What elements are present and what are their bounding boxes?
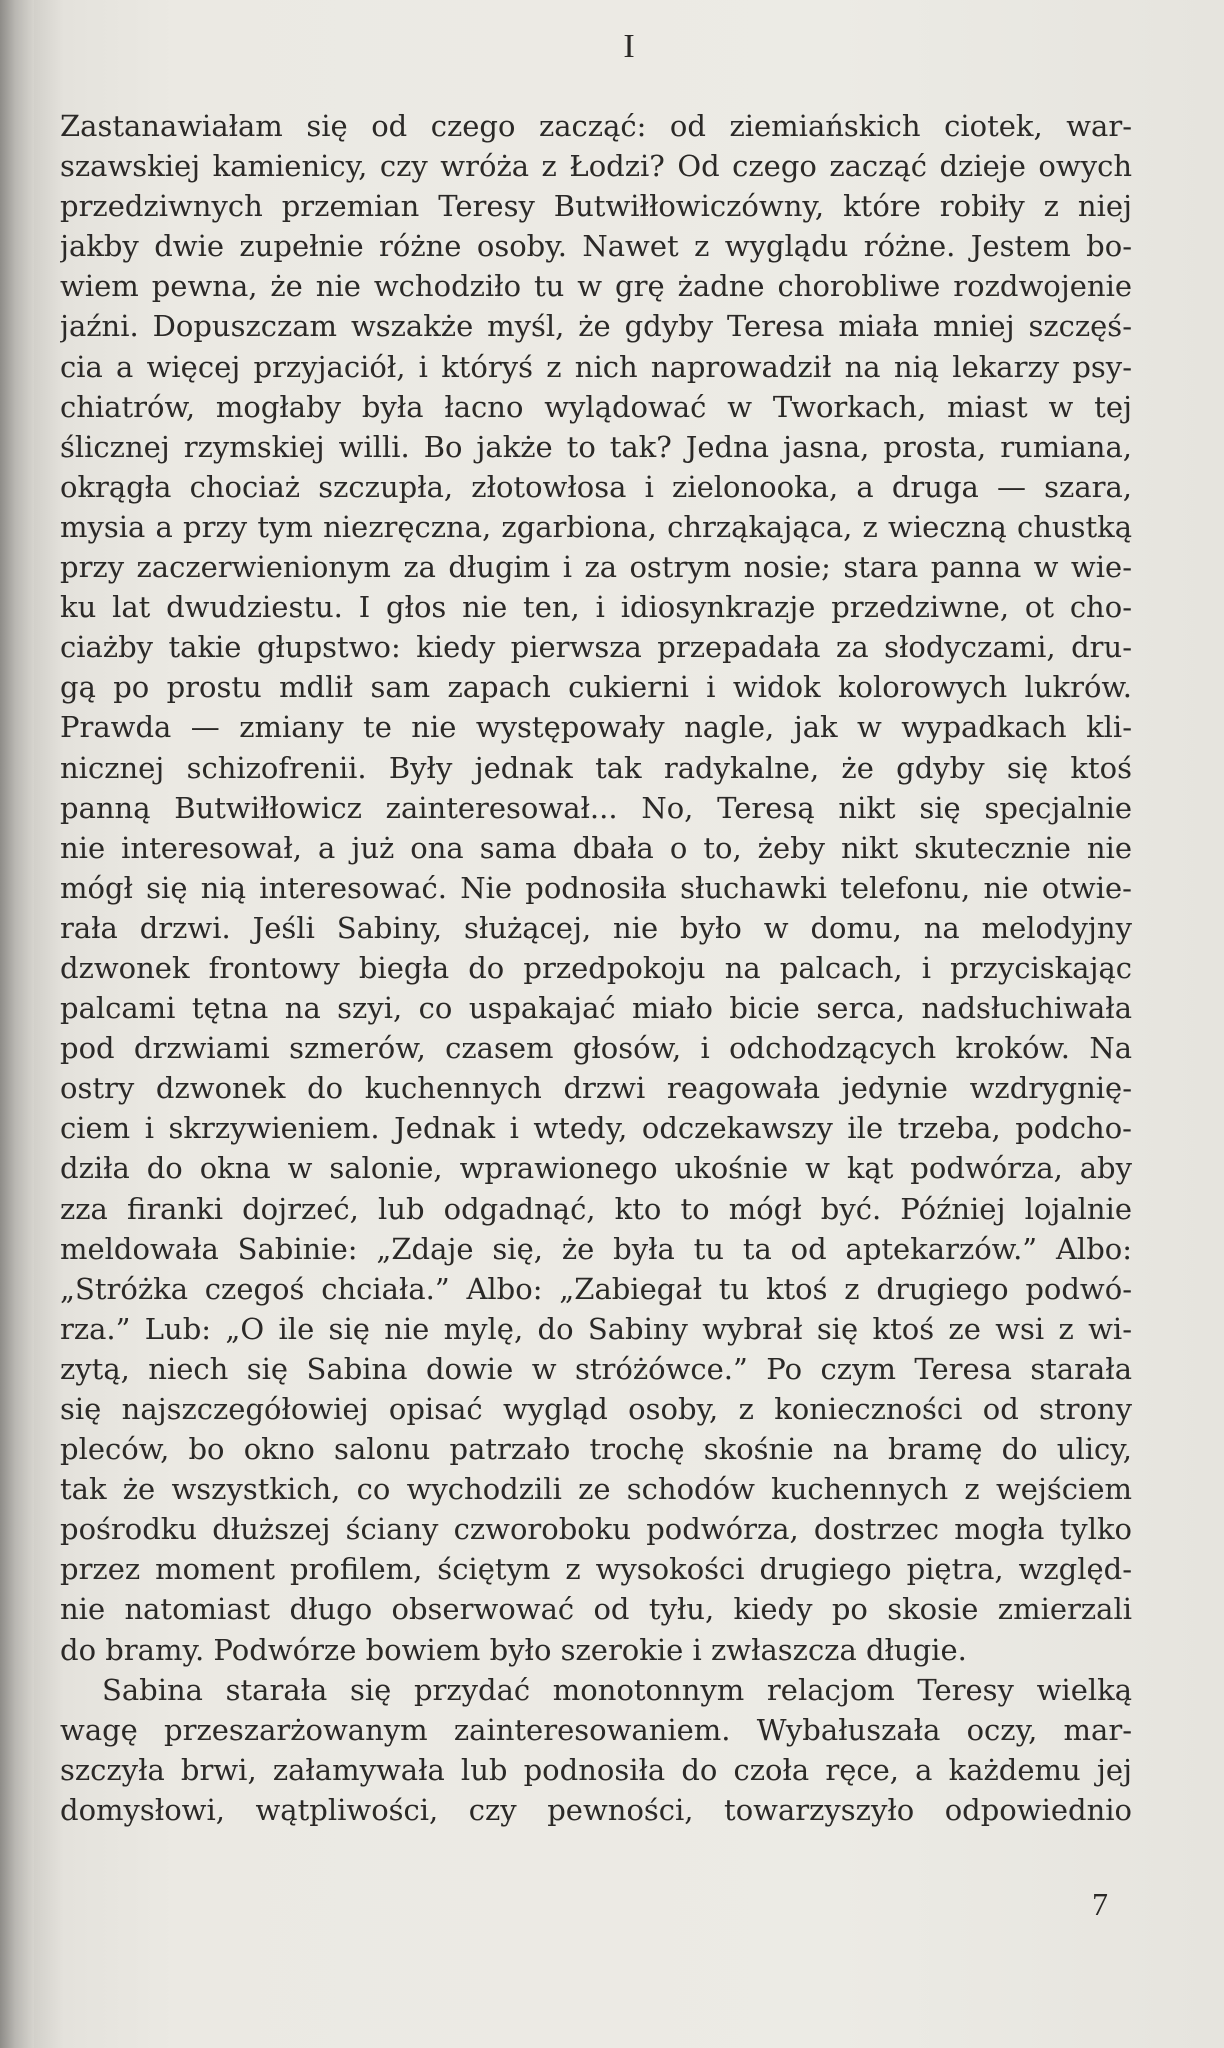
text-line: chiatrów, mogłaby była łacno wylądować w Tworkach, miast w tej	[60, 389, 1132, 424]
text-line: gą po prostu mdlił sam zapach cukierni i widok kolorowych lukrów.	[60, 670, 1132, 705]
text-line: ślicznej rzymskiej willi. Bo jakże to tak? Jedna jasna, prosta, rumiana,	[60, 429, 1132, 464]
book-binding-shadow	[0, 0, 34, 2048]
text-line: mógł się nią interesować. Nie podnosiła słuchawki telefonu, nie otwie-	[60, 870, 1132, 905]
text-line: ostry dzwonek do kuchennych drzwi reagowała jedynie wzdrygnię-	[60, 1071, 1132, 1106]
text-line: zza firanki dojrzeć, lub odgadnąć, kto to mógł być. Później lojalnie	[60, 1191, 1132, 1226]
text-line: szawskiej kamienicy, czy wróża z Łodzi? Od czego zacząć dzieje owych	[60, 149, 1132, 184]
text-line: do bramy. Podwórze bowiem było szerokie i zwłaszcza długie.	[60, 1632, 967, 1667]
text-line: Sabina starała się przydać monotonnym relacjom Teresy wielką	[102, 1672, 1132, 1707]
book-page	[34, 0, 1224, 2048]
text-line: okrągła chociaż szczupła, złotowłosa i zielonooka, a druga — szara,	[60, 469, 1132, 504]
text-line: cia a więcej przyjaciół, i któryś z nich naprowadził na nią lekarzy psy-	[60, 349, 1132, 384]
chapter-number: I	[623, 28, 635, 65]
text-line: pod drzwiami szmerów, czasem głosów, i odchodzących kroków. Na	[60, 1031, 1132, 1066]
text-line: Prawda — zmiany te nie występowały nagle, jak w wypadkach kli-	[60, 710, 1132, 745]
text-line: dziła do okna w salonie, wprawionego ukośnie w kąt podwórza, aby	[60, 1151, 1132, 1186]
page-number: 7	[1092, 1886, 1108, 1922]
text-line: pośrodku dłuższej ściany czworoboku podwórza, dostrzec mogła tylko	[60, 1512, 1132, 1547]
text-line: meldowała Sabinie: „Zdaje się, że była tu ta od aptekarzów.” Albo:	[60, 1231, 1132, 1266]
text-line: rała drzwi. Jeśli Sabiny, służącej, nie było w domu, na melodyjny	[60, 910, 1132, 945]
body-text	[60, 106, 1132, 1830]
text-line: tak że wszystkich, co wychodzili ze schodów kuchennych z wejściem	[60, 1472, 1132, 1507]
text-line: przedziwnych przemian Teresy Butwiłłowiczówny, które robiły z niej	[60, 189, 1132, 224]
text-line: panną Butwiłłowicz zainteresował... No, Teresą nikt się specjalnie	[60, 790, 1132, 825]
text-line: wiem pewna, że nie wchodziło tu w grę żadne chorobliwe rozdwojenie	[60, 269, 1132, 304]
text-line: palcami tętna na szyi, co uspakajać miało bicie serca, nadsłuchiwała	[60, 991, 1132, 1026]
text-line: przy zaczerwienionym za długim i za ostrym nosie; stara panna w wie-	[60, 550, 1132, 585]
text-line: przez moment profilem, ściętym z wysokości drugiego piętra, względ-	[60, 1552, 1132, 1587]
text-line: „Stróżka czegoś chciała.” Albo: „Zabiegał tu ktoś z drugiego podwó-	[60, 1271, 1132, 1306]
paragraph	[60, 1670, 1132, 1830]
paragraph	[60, 106, 1132, 1670]
text-line: nicznej schizofrenii. Były jednak tak radykalne, że gdyby się ktoś	[60, 750, 1132, 785]
text-line: pleców, bo okno salonu patrzało trochę skośnie na bramę do ulicy,	[60, 1432, 1132, 1467]
text-line: ciem i skrzywieniem. Jednak i wtedy, odczekawszy ile trzeba, podcho-	[60, 1111, 1132, 1146]
text-line: mysia a przy tym niezręczna, zgarbiona, chrząkająca, z wieczną chustką	[60, 509, 1132, 544]
text-line: zytą, niech się Sabina dowie w stróżówce.” Po czym Teresa starała	[60, 1351, 1132, 1386]
text-line: ciażby takie głupstwo: kiedy pierwsza przepadała za słodyczami, dru-	[60, 630, 1132, 665]
text-line: jaźni. Dopuszczam wszakże myśl, że gdyby Teresa miała mniej szczęś-	[60, 309, 1132, 344]
text-line: domysłowi, wątpliwości, czy pewności, towarzyszyło odpowiednio	[60, 1792, 1132, 1827]
text-line: Zastanawiałam się od czego zacząć: od ziemiańskich ciotek, war-	[60, 109, 1132, 143]
text-line: się najszczegółowiej opisać wygląd osoby, z konieczności od strony	[60, 1392, 1132, 1426]
text-line: ku lat dwudziestu. I głos nie ten, i idiosynkrazje przedziwne, ot cho-	[60, 590, 1132, 625]
text-line: dzwonek frontowy biegła do przedpokoju na palcach, i przyciskając	[60, 950, 1132, 985]
text-line: nie interesował, a już ona sama dbała o to, żeby nikt skutecznie nie	[60, 830, 1132, 865]
text-line: rza.” Lub: „O ile się nie mylę, do Sabiny wybrał się ktoś ze wsi z wi-	[60, 1311, 1132, 1346]
text-line: wagę przeszarżowanym zainteresowaniem. Wybałuszała oczy, mar-	[60, 1712, 1132, 1747]
text-line: jakby dwie zupełnie różne osoby. Nawet z wyglądu różne. Jestem bo-	[60, 229, 1132, 264]
text-line: nie natomiast długo obserwować od tyłu, kiedy po skosie zmierzali	[60, 1592, 1132, 1627]
text-line: szczyła brwi, załamywała lub podnosiła do czoła ręce, a każdemu jej	[60, 1752, 1132, 1787]
